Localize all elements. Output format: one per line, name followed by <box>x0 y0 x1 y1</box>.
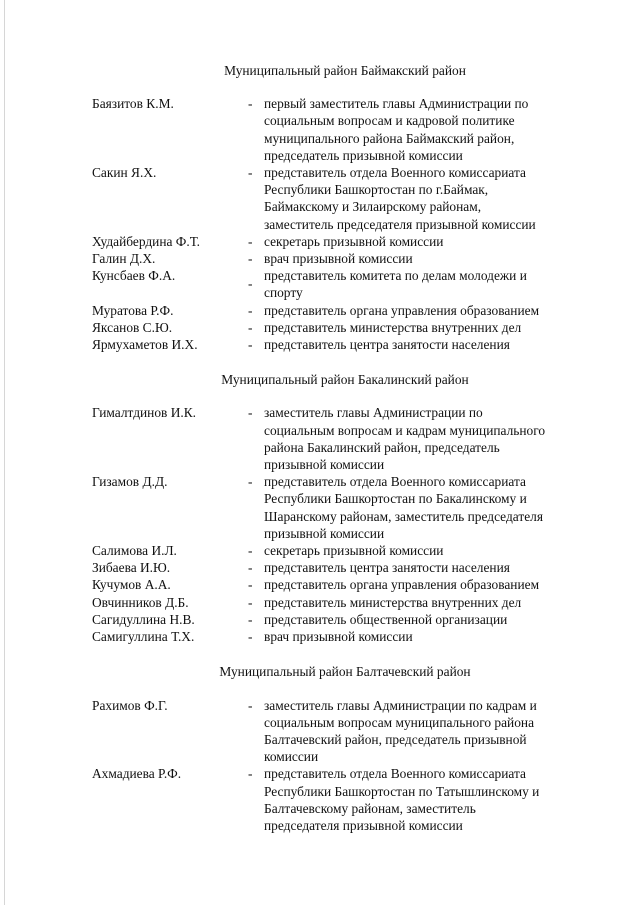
member-name: Худайбердина Ф.Т. <box>92 233 200 249</box>
member-dash: - <box>248 96 253 112</box>
member-dash: - <box>248 629 253 645</box>
section-baymak <box>92 62 612 353</box>
member-dash: - <box>248 543 253 559</box>
member-role: врач призывной комиссии <box>264 629 413 645</box>
member-role: представитель центра занятости населения <box>264 337 510 353</box>
section-title: Муниципальный район Балтачевский район <box>219 664 471 680</box>
section-title: Муниципальный район Баймакский район <box>224 63 466 78</box>
member-row <box>92 542 612 559</box>
member-role: представитель отдела Военного комиссариата Республики Башкортостан по Татышлинскому и Балтачевскому районам, заместитель председателя призывной комиссии <box>264 766 540 833</box>
member-role: представитель центра занятости населения <box>264 560 510 576</box>
member-name: Рахимов Ф.Г. <box>92 697 168 713</box>
member-name: Сагидуллина Н.В. <box>92 611 195 627</box>
member-row <box>92 576 612 593</box>
member-role: первый заместитель главы Администрации по социальным вопросам и кадровой политике муниципального района Баймакский район, председатель призывной комиссии <box>264 96 529 163</box>
member-dash: - <box>248 233 253 249</box>
member-role: представитель министерства внутренних дел <box>264 594 522 610</box>
member-row <box>92 302 612 319</box>
member-row <box>92 336 612 353</box>
member-role: заместитель главы Администрации по кадрам и социальным вопросам муниципального района Балтачевский район, председатель призывной комиссии <box>264 697 537 765</box>
member-row <box>92 628 612 645</box>
member-name: Муратова Р.Ф. <box>92 302 174 318</box>
member-name: Овчинников Д.Б. <box>92 594 189 610</box>
member-role: представитель комитета по делам молодежи и спорту <box>264 268 527 301</box>
member-name: Кучумов А.А. <box>92 577 171 593</box>
member-dash: - <box>248 302 253 318</box>
member-dash: - <box>248 594 253 610</box>
member-row <box>92 164 612 233</box>
member-name: Гизамов Д.Д. <box>92 474 168 490</box>
member-role: представитель министерства внутренних дел <box>264 319 522 335</box>
member-dash: - <box>248 337 253 353</box>
member-name: Салимова И.Л. <box>92 543 177 559</box>
member-row <box>92 267 612 301</box>
member-name: Яксанов С.Ю. <box>92 319 173 335</box>
member-role: представитель органа управления образованием <box>264 302 540 318</box>
member-row <box>92 319 612 336</box>
member-name: Зибаева И.Ю. <box>92 560 171 576</box>
member-name: Ярмухаметов И.Х. <box>92 337 198 353</box>
member-role: представитель общественной организации <box>264 611 508 627</box>
member-row <box>92 404 612 473</box>
member-dash: - <box>248 577 253 593</box>
member-row <box>92 473 612 542</box>
member-role: врач призывной комиссии <box>264 251 413 267</box>
member-role: заместитель главы Администрации по социальным вопросам и кадрам муниципального района Бакалинский район, председатель призывной комиссии <box>264 405 546 473</box>
document-content <box>92 62 612 852</box>
member-role: представитель органа управления образованием <box>264 577 540 593</box>
member-row <box>92 594 612 611</box>
member-name: Гималтдинов И.К. <box>92 405 197 421</box>
member-dash: - <box>248 611 253 627</box>
member-dash: - <box>248 276 253 292</box>
member-name: Баязитов К.М. <box>92 96 174 112</box>
member-row <box>92 765 612 834</box>
member-row <box>92 611 612 628</box>
member-row <box>92 233 612 250</box>
member-dash: - <box>248 560 253 576</box>
member-row <box>92 250 612 267</box>
member-dash: - <box>248 165 253 181</box>
member-role: представитель отдела Военного комиссариата Республики Башкортостан по г.Баймак, Баймакскому и Зилаирскому районам, заместитель председателя призывной комиссии <box>264 165 536 232</box>
member-dash: - <box>248 766 253 782</box>
member-dash: - <box>248 405 253 421</box>
member-dash: - <box>248 474 253 490</box>
member-row <box>92 95 612 164</box>
member-name: Галин Д.Х. <box>92 251 156 267</box>
member-role: представитель отдела Военного комиссариата Республики Башкортостан по Бакалинскому и Шаранскому районам, заместитель председателя призывной комиссии <box>264 474 543 541</box>
section-title: Муниципальный район Бакалинский район <box>221 372 469 388</box>
member-name: Сакин Я.Х. <box>92 165 157 181</box>
page-edge <box>4 0 5 905</box>
member-role: секретарь призывной комиссии <box>264 543 444 559</box>
member-role: секретарь призывной комиссии <box>264 233 444 249</box>
section-bakaly <box>92 371 612 645</box>
member-row <box>92 559 612 576</box>
member-name: Кунсбаев Ф.А. <box>92 268 176 284</box>
member-name: Ахмадиева Р.Ф. <box>92 766 182 782</box>
member-dash: - <box>248 251 253 267</box>
section-baltachevo <box>92 663 612 834</box>
member-dash: - <box>248 319 253 335</box>
member-dash: - <box>248 697 253 713</box>
member-row <box>92 697 612 766</box>
member-name: Самигуллина Т.Х. <box>92 629 195 645</box>
